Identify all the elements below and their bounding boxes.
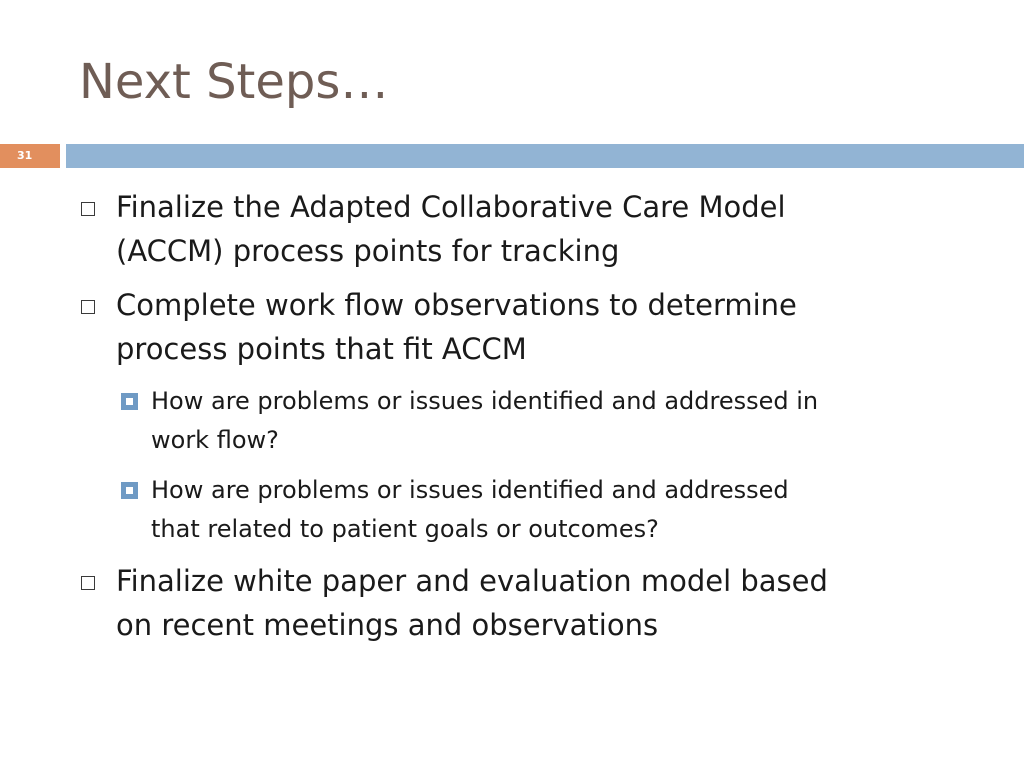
filled-square-bullet-icon bbox=[121, 393, 138, 410]
sub-bullet-line: work flow? bbox=[151, 426, 279, 454]
bullet-item bbox=[116, 283, 976, 371]
bullet-line: on recent meetings and observations bbox=[116, 608, 659, 642]
square-bullet-icon bbox=[81, 202, 95, 216]
bullet-item bbox=[116, 559, 976, 647]
bullet-line: process points that fit ACCM bbox=[116, 332, 527, 366]
sub-bullet-line: How are problems or issues identified and addressed in bbox=[151, 387, 819, 415]
sub-bullet-item bbox=[151, 471, 981, 549]
bullet-line: Finalize white paper and evaluation model based bbox=[116, 564, 828, 598]
bullet-item bbox=[116, 185, 976, 273]
bullet-line: Complete work flow observations to determine bbox=[116, 288, 797, 322]
square-bullet-icon bbox=[81, 576, 95, 590]
slide-number: 31 bbox=[0, 144, 60, 168]
sub-bullet-item bbox=[151, 382, 981, 460]
square-bullet-icon bbox=[81, 300, 95, 314]
bullet-line: (ACCM) process points for tracking bbox=[116, 234, 620, 268]
filled-square-bullet-icon bbox=[121, 482, 138, 499]
sub-bullet-line: How are problems or issues identified and addressed bbox=[151, 476, 789, 504]
slide-title: Next Steps… bbox=[79, 54, 389, 110]
bullet-line: Finalize the Adapted Collaborative Care Model bbox=[116, 190, 786, 224]
sub-bullet-line: that related to patient goals or outcomes? bbox=[151, 515, 659, 543]
